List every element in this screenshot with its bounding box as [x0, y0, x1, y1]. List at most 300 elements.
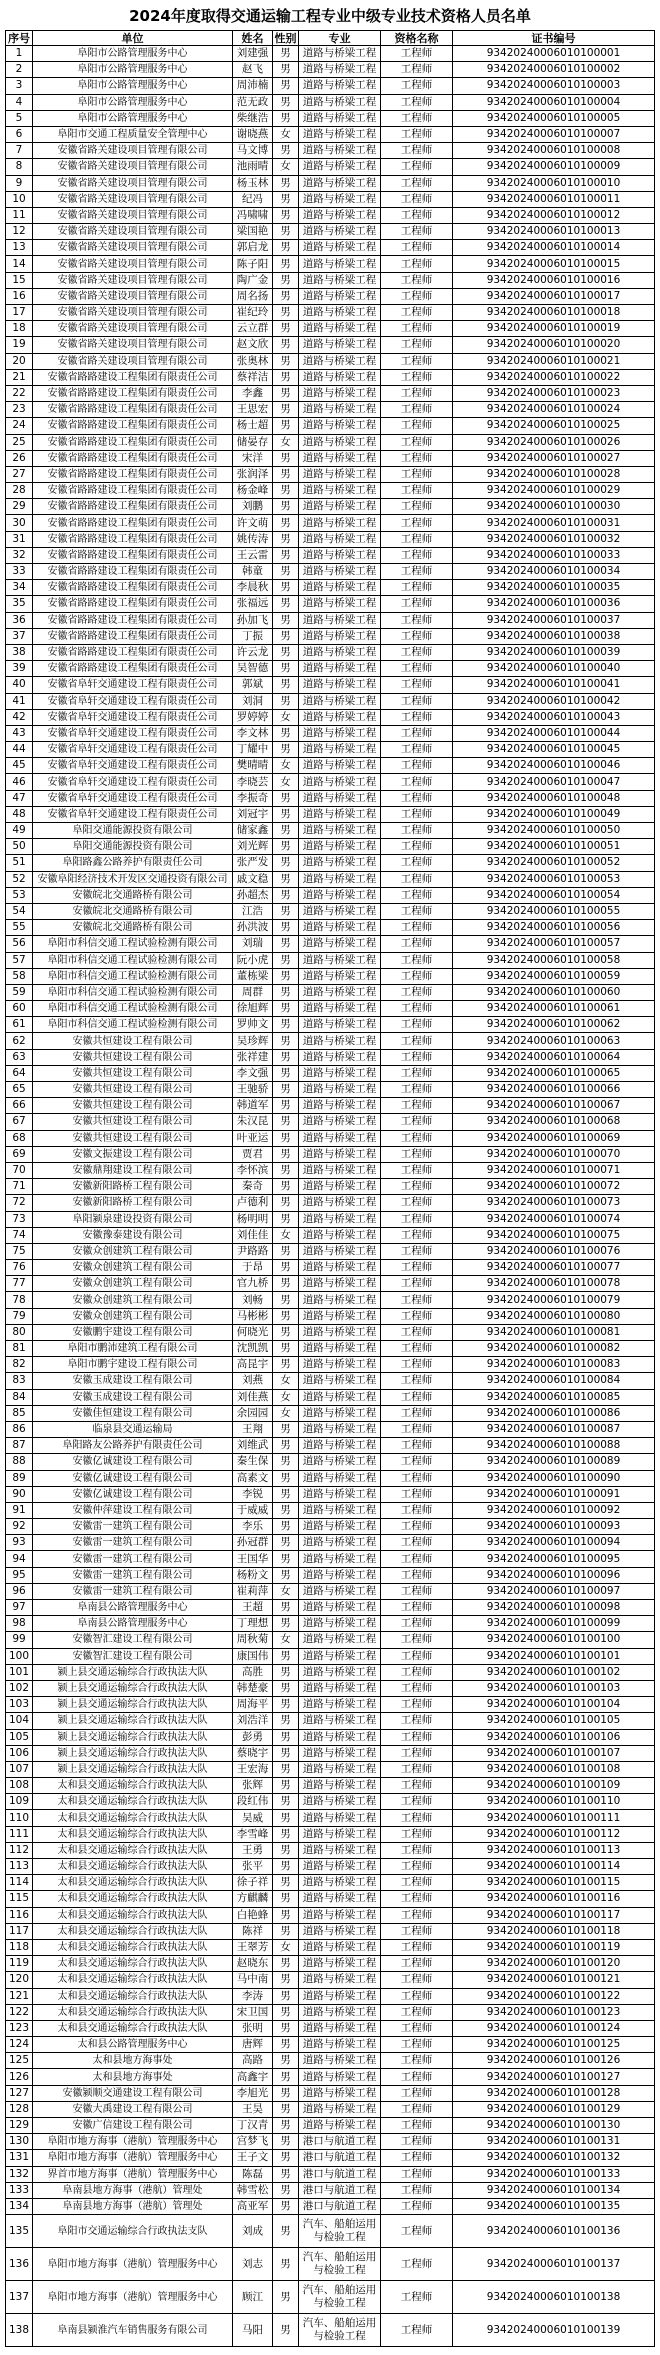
table-row	[6, 532, 655, 548]
cell-unit: 阜阳市公路管理服务中心	[33, 78, 233, 93]
cell-major: 汽车、船舶运用与检验工程	[299, 2215, 381, 2247]
cell-serial: 128	[6, 2102, 33, 2117]
cell-unit: 阜南县公路管理服务中心	[33, 1616, 233, 1631]
cell-gender: 男	[273, 1924, 299, 1939]
cell-serial: 42	[6, 710, 33, 725]
cell-certificate: 93420240006010100116	[453, 1891, 655, 1906]
cell-major: 港口与航道工程	[299, 2183, 381, 2198]
cell-qualification: 工程师	[381, 774, 453, 789]
cell-certificate: 93420240006010100002	[453, 62, 655, 77]
cell-qualification: 工程师	[381, 936, 453, 951]
cell-major: 道路与桥梁工程	[299, 936, 381, 951]
cell-gender: 男	[273, 1616, 299, 1631]
cell-certificate: 93420240006010100053	[453, 872, 655, 887]
cell-name: 刘光辉	[233, 839, 273, 854]
table-row	[6, 1357, 655, 1373]
cell-unit: 太和县交通运输综合行政执法大队	[33, 1827, 233, 1842]
table-row	[6, 2314, 655, 2347]
cell-name: 刘鹏	[233, 499, 273, 514]
cell-serial: 28	[6, 483, 33, 498]
cell-qualification: 工程师	[381, 1875, 453, 1890]
table-row	[6, 159, 655, 175]
table-row	[6, 1276, 655, 1292]
cell-gender: 男	[273, 1665, 299, 1680]
cell-serial: 87	[6, 1438, 33, 1453]
cell-certificate: 93420240006010100095	[453, 1551, 655, 1566]
cell-major: 道路与桥梁工程	[299, 953, 381, 968]
cell-major: 道路与桥梁工程	[299, 1487, 381, 1502]
cell-serial: 48	[6, 807, 33, 822]
cell-major: 道路与桥梁工程	[299, 920, 381, 935]
cell-qualification: 工程师	[381, 1810, 453, 1825]
table-row	[6, 273, 655, 289]
cell-certificate: 93420240006010100113	[453, 1843, 655, 1858]
cell-name: 宋卫国	[233, 2005, 273, 2020]
cell-gender: 男	[273, 483, 299, 498]
table-row	[6, 1778, 655, 1794]
cell-gender: 男	[273, 839, 299, 854]
cell-major: 道路与桥梁工程	[299, 1535, 381, 1550]
cell-name: 谢晓燕	[233, 127, 273, 142]
cell-name: 叶亚运	[233, 1131, 273, 1146]
cell-serial: 132	[6, 2167, 33, 2182]
cell-unit: 太和县交通运输综合行政执法大队	[33, 1810, 233, 1825]
cell-certificate: 93420240006010100131	[453, 2134, 655, 2149]
cell-unit: 安徽共恒建设工程有限公司	[33, 1066, 233, 1081]
cell-name: 刘燕	[233, 1373, 273, 1388]
cell-unit: 安徽颍顺交通建设工程有限公司	[33, 2086, 233, 2101]
cell-gender: 男	[273, 1794, 299, 1809]
cell-certificate: 93420240006010100108	[453, 1762, 655, 1777]
cell-unit: 太和县交通运输综合行政执法大队	[33, 1956, 233, 1971]
table-row	[6, 1584, 655, 1600]
cell-serial: 17	[6, 305, 33, 320]
cell-certificate: 93420240006010100034	[453, 564, 655, 579]
cell-major: 道路与桥梁工程	[299, 1422, 381, 1437]
cell-major: 道路与桥梁工程	[299, 1843, 381, 1858]
cell-certificate: 93420240006010100051	[453, 839, 655, 854]
cell-name: 张明	[233, 2021, 273, 2036]
cell-serial: 40	[6, 677, 33, 692]
cell-gender: 男	[273, 2150, 299, 2165]
cell-certificate: 93420240006010100013	[453, 224, 655, 239]
cell-gender: 男	[273, 2118, 299, 2133]
cell-qualification: 工程师	[381, 2118, 453, 2133]
cell-qualification: 工程师	[381, 580, 453, 595]
cell-certificate: 93420240006010100007	[453, 127, 655, 142]
cell-serial: 14	[6, 256, 33, 271]
cell-unit: 安徽省阜轩交通建设工程有限责任公司	[33, 807, 233, 822]
cell-unit: 安徽省路路建设工程集团有限责任公司	[33, 596, 233, 611]
cell-serial: 136	[6, 2248, 33, 2280]
cell-gender: 男	[273, 2215, 299, 2247]
cell-certificate: 93420240006010100103	[453, 1681, 655, 1696]
cell-name: 杨玉林	[233, 176, 273, 191]
cell-name: 彭勇	[233, 1730, 273, 1745]
cell-gender: 女	[273, 758, 299, 773]
cell-certificate: 93420240006010100120	[453, 1956, 655, 1971]
table-row	[6, 888, 655, 904]
cell-qualification: 工程师	[381, 2069, 453, 2084]
cell-name: 陈祥	[233, 1924, 273, 1939]
cell-major: 道路与桥梁工程	[299, 95, 381, 110]
cell-name: 李晓芸	[233, 774, 273, 789]
cell-unit: 安徽雷一建筑工程有限公司	[33, 1584, 233, 1599]
cell-name: 柴继浩	[233, 111, 273, 126]
cell-major: 道路与桥梁工程	[299, 1357, 381, 1372]
cell-gender: 男	[273, 1972, 299, 1987]
cell-unit: 阜阳路鑫公路养护有限责任公司	[33, 855, 233, 870]
cell-certificate: 93420240006010100086	[453, 1406, 655, 1421]
cell-serial: 55	[6, 920, 33, 935]
table-row	[6, 1681, 655, 1697]
cell-certificate: 93420240006010100065	[453, 1066, 655, 1081]
cell-gender: 男	[273, 402, 299, 417]
cell-major: 道路与桥梁工程	[299, 2086, 381, 2101]
cell-major: 道路与桥梁工程	[299, 645, 381, 660]
cell-major: 道路与桥梁工程	[299, 2005, 381, 2020]
table-row	[6, 95, 655, 111]
cell-name: 于威威	[233, 1503, 273, 1518]
table-row	[6, 386, 655, 402]
cell-unit: 安徽亿诚建设工程有限公司	[33, 1487, 233, 1502]
cell-major: 港口与航道工程	[299, 2150, 381, 2165]
cell-qualification: 工程师	[381, 1195, 453, 1210]
cell-unit: 阜阳交通能源投资有限公司	[33, 839, 233, 854]
cell-name: 蔡晓宇	[233, 1746, 273, 1761]
cell-qualification: 工程师	[381, 1568, 453, 1583]
cell-qualification: 工程师	[381, 256, 453, 271]
cell-certificate: 93420240006010100098	[453, 1600, 655, 1615]
cell-unit: 安徽省路路建设工程集团有限责任公司	[33, 580, 233, 595]
cell-name: 刘维武	[233, 1438, 273, 1453]
cell-serial: 111	[6, 1827, 33, 1842]
cell-unit: 安徽省路路建设工程集团有限责任公司	[33, 532, 233, 547]
cell-name: 杨金峰	[233, 483, 273, 498]
cell-serial: 80	[6, 1325, 33, 1340]
cell-major: 道路与桥梁工程	[299, 1713, 381, 1728]
cell-certificate: 93420240006010100109	[453, 1778, 655, 1793]
cell-certificate: 93420240006010100092	[453, 1503, 655, 1518]
cell-certificate: 93420240006010100032	[453, 532, 655, 547]
cell-gender: 男	[273, 969, 299, 984]
cell-serial: 86	[6, 1422, 33, 1437]
cell-major: 道路与桥梁工程	[299, 1001, 381, 1016]
cell-unit: 安徽智汇建设工程有限公司	[33, 1632, 233, 1647]
cell-gender: 男	[273, 855, 299, 870]
cell-unit: 安徽省路关建设项目管理有限公司	[33, 176, 233, 191]
cell-certificate: 93420240006010100117	[453, 1908, 655, 1923]
cell-qualification: 工程师	[381, 855, 453, 870]
cell-certificate: 93420240006010100029	[453, 483, 655, 498]
cell-qualification: 工程师	[381, 499, 453, 514]
cell-qualification: 工程师	[381, 321, 453, 336]
cell-name: 周海平	[233, 1697, 273, 1712]
cell-name: 周沛楠	[233, 78, 273, 93]
cell-certificate: 93420240006010100011	[453, 192, 655, 207]
cell-unit: 太和县交通运输综合行政执法大队	[33, 1859, 233, 1874]
cell-major: 道路与桥梁工程	[299, 1681, 381, 1696]
cell-qualification: 工程师	[381, 726, 453, 741]
cell-gender: 男	[273, 1827, 299, 1842]
cell-qualification: 工程师	[381, 645, 453, 660]
cell-unit: 安徽省阜轩交通建设工程有限责任公司	[33, 774, 233, 789]
cell-unit: 安徽省路路建设工程集团有限责任公司	[33, 435, 233, 450]
cell-serial: 47	[6, 791, 33, 806]
cell-qualification: 工程师	[381, 1972, 453, 1987]
cell-major: 道路与桥梁工程	[299, 596, 381, 611]
cell-major: 道路与桥梁工程	[299, 176, 381, 191]
cell-unit: 太和县交通运输综合行政执法大队	[33, 1940, 233, 1955]
cell-certificate: 93420240006010100022	[453, 370, 655, 385]
cell-serial: 16	[6, 289, 33, 304]
cell-name: 杨士超	[233, 418, 273, 433]
cell-qualification: 工程师	[381, 62, 453, 77]
cell-gender: 男	[273, 2102, 299, 2117]
table-row	[6, 2086, 655, 2102]
table-row	[6, 451, 655, 467]
cell-serial: 45	[6, 758, 33, 773]
cell-qualification: 工程师	[381, 629, 453, 644]
cell-certificate: 93420240006010100012	[453, 208, 655, 223]
cell-gender: 女	[273, 1632, 299, 1647]
cell-unit: 安徽省路路建设工程集团有限责任公司	[33, 402, 233, 417]
cell-unit: 阜阳市公路管理服务中心	[33, 111, 233, 126]
table-row	[6, 1147, 655, 1163]
cell-serial: 130	[6, 2134, 33, 2149]
cell-major: 道路与桥梁工程	[299, 1406, 381, 1421]
cell-serial: 116	[6, 1908, 33, 1923]
cell-name: 方麒麟	[233, 1891, 273, 1906]
cell-certificate: 93420240006010100072	[453, 1179, 655, 1194]
cell-major: 道路与桥梁工程	[299, 224, 381, 239]
cell-certificate: 93420240006010100104	[453, 1697, 655, 1712]
cell-qualification: 工程师	[381, 710, 453, 725]
cell-major: 道路与桥梁工程	[299, 515, 381, 530]
cell-serial: 134	[6, 2199, 33, 2214]
cell-unit: 安徽雷一建筑工程有限公司	[33, 1568, 233, 1583]
cell-certificate: 93420240006010100027	[453, 451, 655, 466]
cell-major: 道路与桥梁工程	[299, 872, 381, 887]
cell-unit: 太和县交通运输综合行政执法大队	[33, 1843, 233, 1858]
cell-certificate: 93420240006010100100	[453, 1632, 655, 1647]
cell-gender: 男	[273, 1568, 299, 1583]
table-row	[6, 1568, 655, 1584]
header-name: 姓名	[233, 31, 273, 45]
table-row	[6, 1179, 655, 1195]
cell-major: 道路与桥梁工程	[299, 613, 381, 628]
cell-serial: 90	[6, 1487, 33, 1502]
cell-gender: 男	[273, 1875, 299, 1890]
table-row	[6, 337, 655, 353]
cell-major: 道路与桥梁工程	[299, 1940, 381, 1955]
table-row	[6, 1908, 655, 1924]
table-row	[6, 2037, 655, 2053]
table-row	[6, 2102, 655, 2118]
cell-gender: 男	[273, 46, 299, 61]
cell-name: 李怀滨	[233, 1163, 273, 1178]
cell-gender: 男	[273, 629, 299, 644]
cell-major: 港口与航道工程	[299, 2134, 381, 2149]
cell-serial: 76	[6, 1260, 33, 1275]
cell-name: 赵晓东	[233, 1956, 273, 1971]
table-row	[6, 1535, 655, 1551]
cell-gender: 男	[273, 1908, 299, 1923]
cell-unit: 安徽省阜轩交通建设工程有限责任公司	[33, 710, 233, 725]
cell-certificate: 93420240006010100110	[453, 1794, 655, 1809]
page-title: 2024年度取得交通运输工程专业中级专业技术资格人员名单	[129, 7, 531, 25]
cell-gender: 男	[273, 62, 299, 77]
cell-certificate: 93420240006010100127	[453, 2069, 655, 2084]
cell-qualification: 工程师	[381, 370, 453, 385]
cell-unit: 太和县交通运输综合行政执法大队	[33, 1908, 233, 1923]
cell-qualification: 工程师	[381, 1082, 453, 1097]
cell-qualification: 工程师	[381, 920, 453, 935]
table-row	[6, 143, 655, 159]
table-row	[6, 1454, 655, 1470]
cell-certificate: 93420240006010100074	[453, 1212, 655, 1227]
cell-serial: 100	[6, 1649, 33, 1664]
cell-serial: 88	[6, 1454, 33, 1469]
cell-certificate: 93420240006010100020	[453, 337, 655, 352]
cell-unit: 阜南县颍淮汽车销售服务有限公司	[33, 2314, 233, 2346]
table-row	[6, 483, 655, 499]
table-row	[6, 224, 655, 240]
table-row	[6, 904, 655, 920]
cell-serial: 101	[6, 1665, 33, 1680]
cell-name: 尹路路	[233, 1244, 273, 1259]
table-row	[6, 2005, 655, 2021]
cell-gender: 男	[273, 1600, 299, 1615]
cell-serial: 123	[6, 2021, 33, 2036]
cell-unit: 安徽省路关建设项目管理有限公司	[33, 305, 233, 320]
cell-serial: 11	[6, 208, 33, 223]
cell-unit: 太和县交通运输综合行政执法大队	[33, 1972, 233, 1987]
cell-name: 李涛	[233, 1989, 273, 2004]
cell-unit: 安徽省路路建设工程集团有限责任公司	[33, 370, 233, 385]
cell-gender: 男	[273, 1325, 299, 1340]
cell-serial: 102	[6, 1681, 33, 1696]
cell-gender: 男	[273, 1503, 299, 1518]
cell-unit: 安徽智汇建设工程有限公司	[33, 1649, 233, 1664]
cell-gender: 男	[273, 515, 299, 530]
cell-name: 卢德利	[233, 1195, 273, 1210]
cell-unit: 阜阳市科信交通工程试验检测有限公司	[33, 985, 233, 1000]
cell-qualification: 工程师	[381, 613, 453, 628]
cell-major: 道路与桥梁工程	[299, 807, 381, 822]
cell-major: 道路与桥梁工程	[299, 904, 381, 919]
cell-name: 张祥建	[233, 1050, 273, 1065]
cell-serial: 5	[6, 111, 33, 126]
table-row	[6, 111, 655, 127]
cell-serial: 57	[6, 953, 33, 968]
cell-unit: 颍上县交通运输综合行政执法大队	[33, 1665, 233, 1680]
cell-name: 秦奇	[233, 1179, 273, 1194]
cell-name: 刘畅	[233, 1292, 273, 1307]
cell-unit: 安徽省路关建设项目管理有限公司	[33, 354, 233, 369]
cell-qualification: 工程师	[381, 1309, 453, 1324]
cell-qualification: 工程师	[381, 1001, 453, 1016]
cell-unit: 安徽众创建筑工程有限公司	[33, 1244, 233, 1259]
cell-qualification: 工程师	[381, 661, 453, 676]
table-row	[6, 1487, 655, 1503]
cell-unit: 阜阳市科信交通工程试验检测有限公司	[33, 1001, 233, 1016]
cell-name: 王翠芳	[233, 1940, 273, 1955]
table-row	[6, 1033, 655, 1049]
cell-unit: 阜阳市科信交通工程试验检测有限公司	[33, 953, 233, 968]
cell-certificate: 93420240006010100054	[453, 888, 655, 903]
cell-major: 道路与桥梁工程	[299, 1373, 381, 1388]
cell-name: 朱汉昆	[233, 1114, 273, 1129]
cell-major: 道路与桥梁工程	[299, 888, 381, 903]
cell-gender: 男	[273, 256, 299, 271]
cell-serial: 54	[6, 904, 33, 919]
cell-certificate: 93420240006010100130	[453, 2118, 655, 2133]
cell-name: 王国华	[233, 1551, 273, 1566]
cell-major: 道路与桥梁工程	[299, 1050, 381, 1065]
cell-major: 道路与桥梁工程	[299, 192, 381, 207]
cell-name: 张奥林	[233, 354, 273, 369]
cell-gender: 男	[273, 661, 299, 676]
cell-major: 道路与桥梁工程	[299, 1649, 381, 1664]
cell-certificate: 93420240006010100049	[453, 807, 655, 822]
cell-serial: 66	[6, 1098, 33, 1113]
cell-major: 道路与桥梁工程	[299, 1131, 381, 1146]
cell-unit: 阜阳市交通工程质量安全管理中心	[33, 127, 233, 142]
cell-certificate: 93420240006010100043	[453, 710, 655, 725]
cell-certificate: 93420240006010100036	[453, 596, 655, 611]
cell-name: 王云雷	[233, 548, 273, 563]
cell-unit: 安徽众创建筑工程有限公司	[33, 1276, 233, 1291]
cell-gender: 男	[273, 1001, 299, 1016]
cell-qualification: 工程师	[381, 1924, 453, 1939]
table-row	[6, 1956, 655, 1972]
table-row	[6, 872, 655, 888]
cell-unit: 安徽省路路建设工程集团有限责任公司	[33, 613, 233, 628]
cell-certificate: 93420240006010100015	[453, 256, 655, 271]
cell-major: 道路与桥梁工程	[299, 1875, 381, 1890]
cell-major: 道路与桥梁工程	[299, 710, 381, 725]
cell-certificate: 93420240006010100047	[453, 774, 655, 789]
cell-major: 道路与桥梁工程	[299, 726, 381, 741]
cell-qualification: 工程师	[381, 564, 453, 579]
cell-major: 道路与桥梁工程	[299, 46, 381, 61]
cell-qualification: 工程师	[381, 872, 453, 887]
table-row	[6, 920, 655, 936]
cell-major: 道路与桥梁工程	[299, 1956, 381, 1971]
cell-serial: 114	[6, 1875, 33, 1890]
cell-certificate: 93420240006010100106	[453, 1730, 655, 1745]
cell-unit: 安徽众创建筑工程有限公司	[33, 1260, 233, 1275]
cell-certificate: 93420240006010100041	[453, 677, 655, 692]
cell-certificate: 93420240006010100050	[453, 823, 655, 838]
cell-serial: 118	[6, 1940, 33, 1955]
cell-serial: 106	[6, 1746, 33, 1761]
cell-serial: 113	[6, 1859, 33, 1874]
cell-name: 李振奇	[233, 791, 273, 806]
cell-certificate: 93420240006010100060	[453, 985, 655, 1000]
cell-unit: 安徽省路路建设工程集团有限责任公司	[33, 661, 233, 676]
table-row	[6, 1163, 655, 1179]
cell-certificate: 93420240006010100016	[453, 273, 655, 288]
cell-certificate: 93420240006010100124	[453, 2021, 655, 2036]
cell-certificate: 93420240006010100024	[453, 402, 655, 417]
cell-qualification: 工程师	[381, 2021, 453, 2036]
cell-qualification: 工程师	[381, 1956, 453, 1971]
cell-major: 道路与桥梁工程	[299, 483, 381, 498]
cell-major: 道路与桥梁工程	[299, 1244, 381, 1259]
cell-name: 高昆宇	[233, 1357, 273, 1372]
